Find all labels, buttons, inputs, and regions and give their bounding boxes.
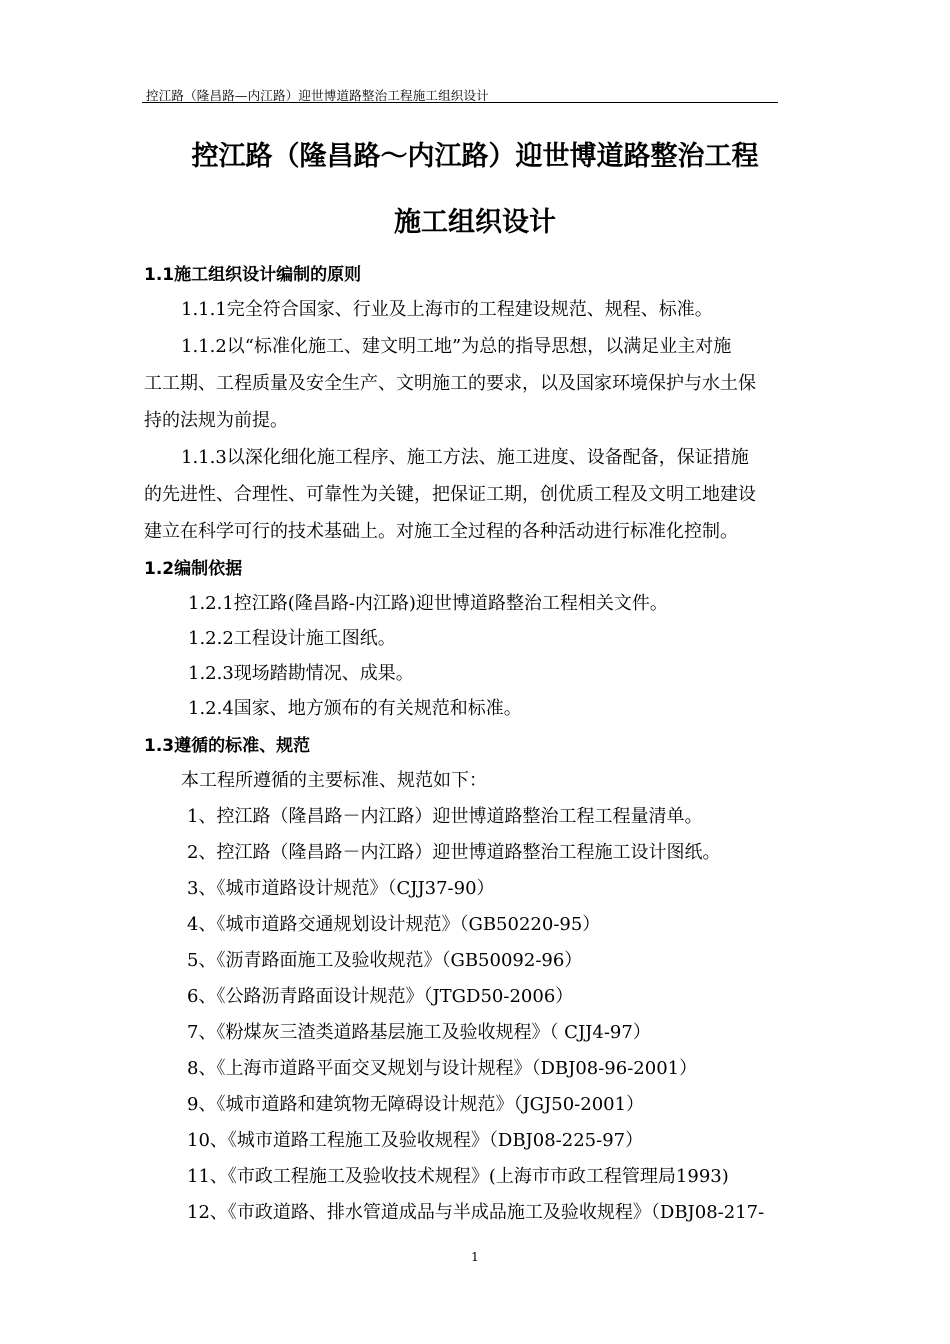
header-rule <box>142 102 778 103</box>
paragraph-1-1-3-line: 1.1.3以深化细化施工程序、施工方法、施工进度、设备配备，保证措施 <box>181 447 749 468</box>
standard-item: 12、《市政道路、排水管道成品与半成品施工及验收规程》（DBJ08-217- <box>187 1202 765 1223</box>
section-heading-1-1: 1.1施工组织设计编制的原则 <box>144 265 362 285</box>
standard-item: 8、《上海市道路平面交叉规划与设计规程》（DBJ08-96-2001） <box>187 1058 698 1079</box>
section-heading-1-2: 1.2编制依据 <box>144 559 243 579</box>
page-number: 1 <box>471 1250 479 1264</box>
basis-item: 1.2.4国家、地方颁布的有关规范和标准。 <box>188 698 522 719</box>
standard-item: 7、《粉煤灰三渣类道路基层施工及验收规程》（ CJJ4-97） <box>187 1022 651 1043</box>
paragraph-1-1-3-line: 建立在科学可行的技术基础上。对施工全过程的各种活动进行标准化控制。 <box>144 521 738 542</box>
standard-item: 3、《城市道路设计规范》（CJJ37-90） <box>187 878 495 899</box>
document-title: 控江路（隆昌路～内江路）迎世博道路整治工程 <box>191 141 759 172</box>
standard-item: 4、《城市道路交通规划设计规范》（GB50220-95） <box>187 914 601 935</box>
basis-item: 1.2.3现场踏勘情况、成果。 <box>188 663 414 684</box>
paragraph-1-1-2-line: 持的法规为前提。 <box>144 410 288 431</box>
header-text: 控江路（隆昌路—内江路）迎世博道路整治工程施工组织设计 <box>146 88 489 103</box>
paragraph-1-1-2-line: 1.1.2以“标准化施工、建文明工地”为总的指导思想，以满足业主对施 <box>181 336 732 357</box>
document-subtitle: 施工组织设计 <box>394 207 556 238</box>
paragraph-1-1-1: 1.1.1完全符合国家、行业及上海市的工程建设规范、规程、标准。 <box>181 299 713 320</box>
standard-item: 11、《市政工程施工及验收技术规程》(上海市市政工程管理局1993) <box>187 1166 729 1187</box>
basis-item: 1.2.2工程设计施工图纸。 <box>188 628 396 649</box>
standards-intro: 本工程所遵循的主要标准、规范如下： <box>181 770 487 791</box>
standard-item: 1、控江路（隆昌路－内江路）迎世博道路整治工程工程量清单。 <box>187 806 703 827</box>
standard-item: 6、《公路沥青路面设计规范》（JTGD50-2006） <box>187 986 574 1007</box>
standard-item: 9、《城市道路和建筑物无障碍设计规范》（JGJ50-2001） <box>187 1094 645 1115</box>
section-heading-1-3: 1.3遵循的标准、规范 <box>144 736 311 756</box>
standard-item: 2、控江路（隆昌路－内江路）迎世博道路整治工程施工设计图纸。 <box>187 842 721 863</box>
standard-item: 10、《城市道路工程施工及验收规程》（DBJ08-225-97） <box>187 1130 644 1151</box>
paragraph-1-1-2-line: 工工期、工程质量及安全生产、文明施工的要求，以及国家环境保护与水土保 <box>144 373 756 394</box>
basis-item: 1.2.1控江路(隆昌路-内江路)迎世博道路整治工程相关文件。 <box>188 593 668 614</box>
paragraph-1-1-3-line: 的先进性、合理性、可靠性为关键，把保证工期，创优质工程及文明工地建设 <box>144 484 756 505</box>
standard-item: 5、《沥青路面施工及验收规范》（GB50092-96） <box>187 950 583 971</box>
